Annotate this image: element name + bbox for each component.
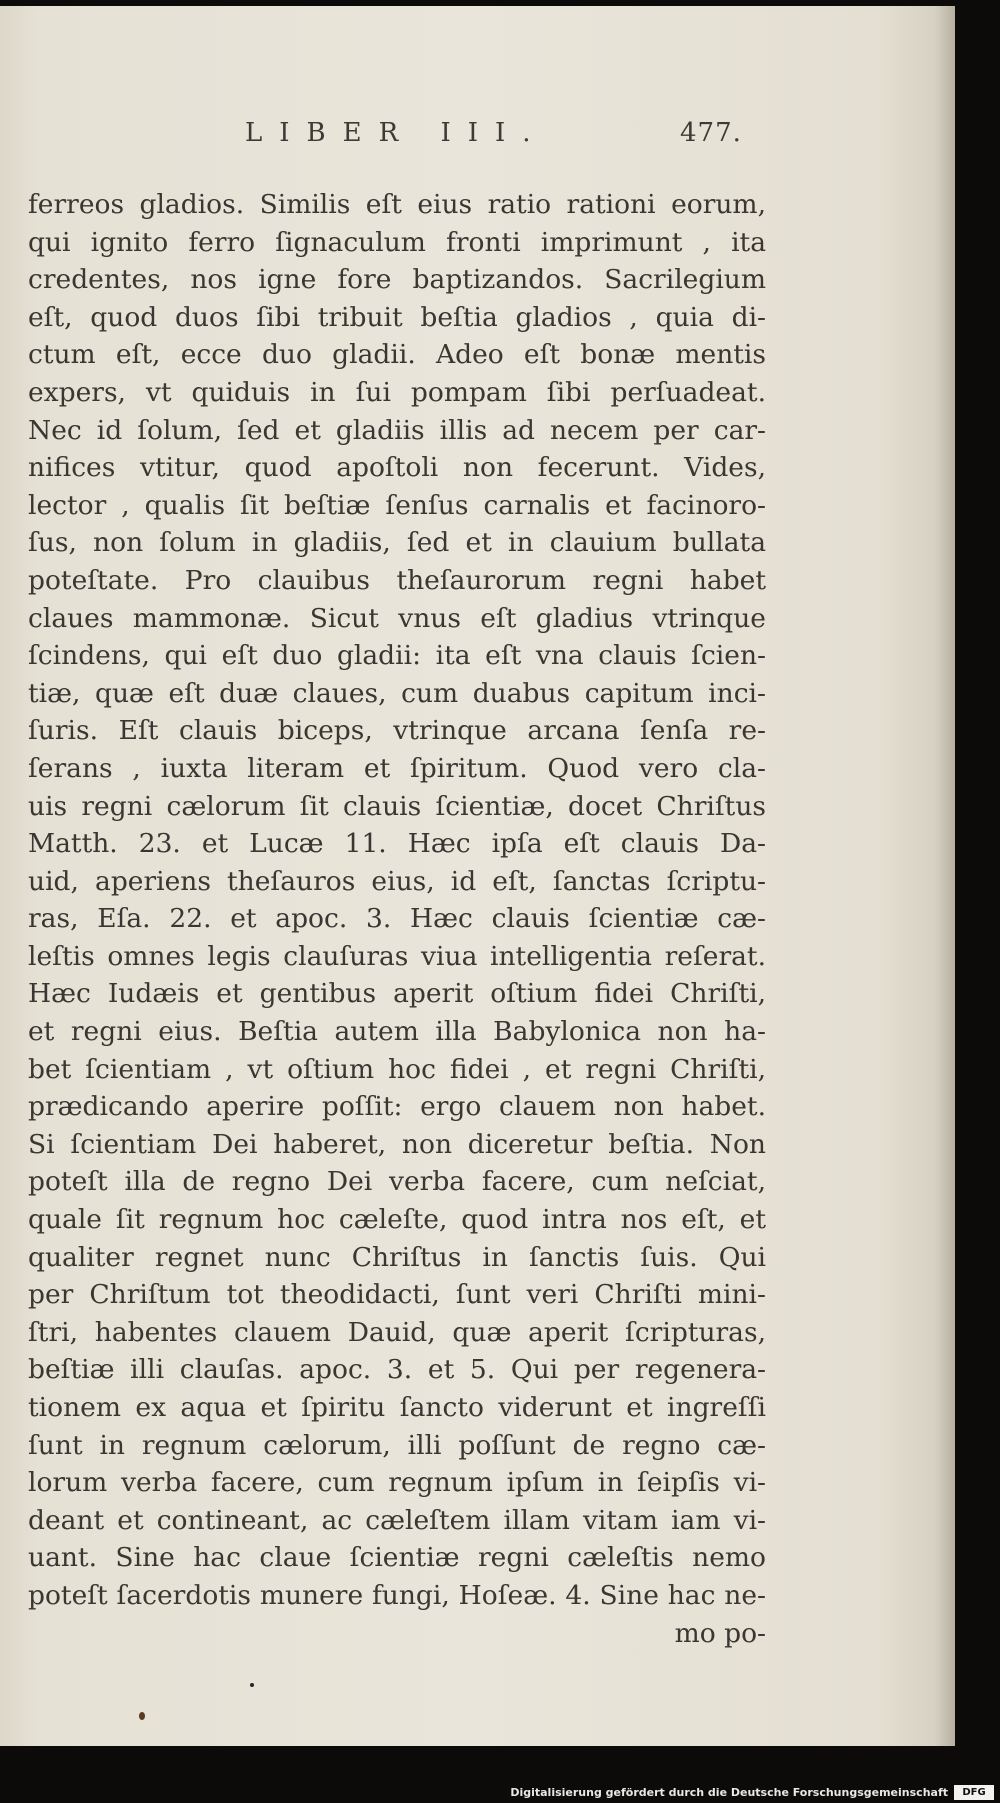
text-line: leſtis omnes legis clauſuras viua intelligentia reſerat.: [28, 940, 766, 972]
stain-mark: [139, 1712, 145, 1720]
text-line: tionem ex aqua et ſpiritu ſancto viderunt et ingreſſi: [28, 1392, 766, 1423]
text-line: credentes, nos igne fore baptizandos. Sacrilegium: [28, 264, 766, 296]
body-text: [28, 186, 766, 1652]
book-page: [0, 6, 955, 1746]
text-line: uid, aperiens theſauros eius, id eſt, ſanctas ſcriptu-: [28, 865, 766, 897]
text-line: per Chriſtum tot theodidacti, ſunt veri Chriſti mini-: [28, 1279, 766, 1311]
text-line: lector , qualis ſit beſtiæ ſenſus carnalis et facinoro-: [28, 489, 766, 521]
text-line: uis regni cælorum ſit clauis ſcientiæ, docet Chriſtus: [28, 790, 766, 822]
text-line: beſtiæ illi clauſas. apoc. 3. et 5. Qui per regenera-: [28, 1354, 766, 1386]
dfg-logo-icon: DFG: [954, 1785, 994, 1800]
text-line: ſtri, habentes clauem Dauid, quæ aperit ſcripturas,: [28, 1316, 766, 1348]
text-line: Si ſcientiam Dei haberet, non diceretur beſtia. Non: [28, 1128, 766, 1160]
text-line: nifices vtitur, quod apoſtoli non fecerunt. Vides,: [28, 452, 766, 484]
text-line: poteſt ſacerdotis munere fungi, Hoſeæ. 4. Sine hac ne-: [28, 1579, 766, 1611]
text-line: ſuris. Eſt clauis biceps, vtrinque arcana ſenſa re-: [28, 715, 766, 747]
text-line: et regni eius. Beſtia autem illa Babylonica non ha-: [28, 1016, 766, 1048]
text-line: ctum eſt, ecce duo gladii. Adeo eſt bonæ mentis: [28, 339, 766, 371]
text-line: poteſt illa de regno Dei verba facere, cum neſciat,: [28, 1166, 766, 1198]
text-line: expers, vt quiduis in ſui pompam ſibi perſuadeat.: [28, 376, 766, 408]
digitization-footer: [0, 1783, 1000, 1803]
text-line: deant et contineant, ac cæleſtem illam vitam iam vi-: [28, 1504, 766, 1536]
text-line: claues mammonæ. Sicut vnus eſt gladius vtrinque: [28, 602, 766, 634]
catchword: mo po-: [674, 1617, 766, 1649]
ink-speck: [250, 1683, 254, 1687]
text-line: lorum verba facere, cum regnum ipſum in ſeipſis vi-: [28, 1467, 766, 1499]
text-line: qualiter regnet nunc Chriſtus in ſanctis ſuis. Qui: [28, 1241, 766, 1273]
text-line: ſcindens, qui eſt duo gladii: ita eſt vna clauis ſcien-: [28, 640, 766, 672]
text-line: Hæc Iudæis et gentibus aperit oſtium fidei Chriſti,: [28, 978, 766, 1010]
text-line: poteſtate. Pro clauibus theſaurorum regni habet: [28, 564, 766, 596]
text-line: bet ſcientiam , vt oſtium hoc fidei , et regni Chriſti,: [28, 1053, 766, 1085]
text-line: ſus, non ſolum in gladiis, ſed et in clauium bullata: [28, 527, 766, 559]
text-line: uant. Sine hac claue ſcientiæ regni cæleſtis nemo: [28, 1542, 766, 1574]
text-line: ras, Eſa. 22. et apoc. 3. Hæc clauis ſcientiæ cæ-: [28, 903, 766, 935]
text-line: ſunt in regnum cælorum, illi poſſunt de regno cæ-: [28, 1429, 766, 1461]
running-title: LIBER III.: [245, 118, 548, 148]
page-number: 477.: [680, 118, 742, 148]
text-line: qui ignito ferro ſignaculum fronti imprimunt , ita: [28, 226, 766, 258]
text-line: tiæ, quæ eſt duæ claues, cum duabus capitum inci-: [28, 677, 766, 709]
running-head: [0, 118, 955, 158]
text-line: prædicando aperire poſſit: ergo clauem non habet.: [28, 1091, 766, 1123]
text-line: Nec id ſolum, ſed et gladiis illis ad necem per car-: [28, 414, 766, 446]
text-line: quale ſit regnum hoc cæleſte, quod intra nos eſt, et: [28, 1204, 766, 1236]
text-line: ſerans , iuxta literam et ſpiritum. Quod vero cla-: [28, 752, 766, 784]
text-line: Matth. 23. et Lucæ 11. Hæc ipſa eſt clauis Da-: [28, 828, 766, 860]
footer-credit: Digitalisierung gefördert durch die Deutsche Forschungsgemeinschaft: [510, 1786, 948, 1799]
text-line: ferreos gladios. Similis eſt eius ratio rationi eorum,: [28, 189, 766, 220]
text-line: eſt, quod duos ſibi tribuit beſtia gladios , quia di-: [28, 301, 766, 333]
